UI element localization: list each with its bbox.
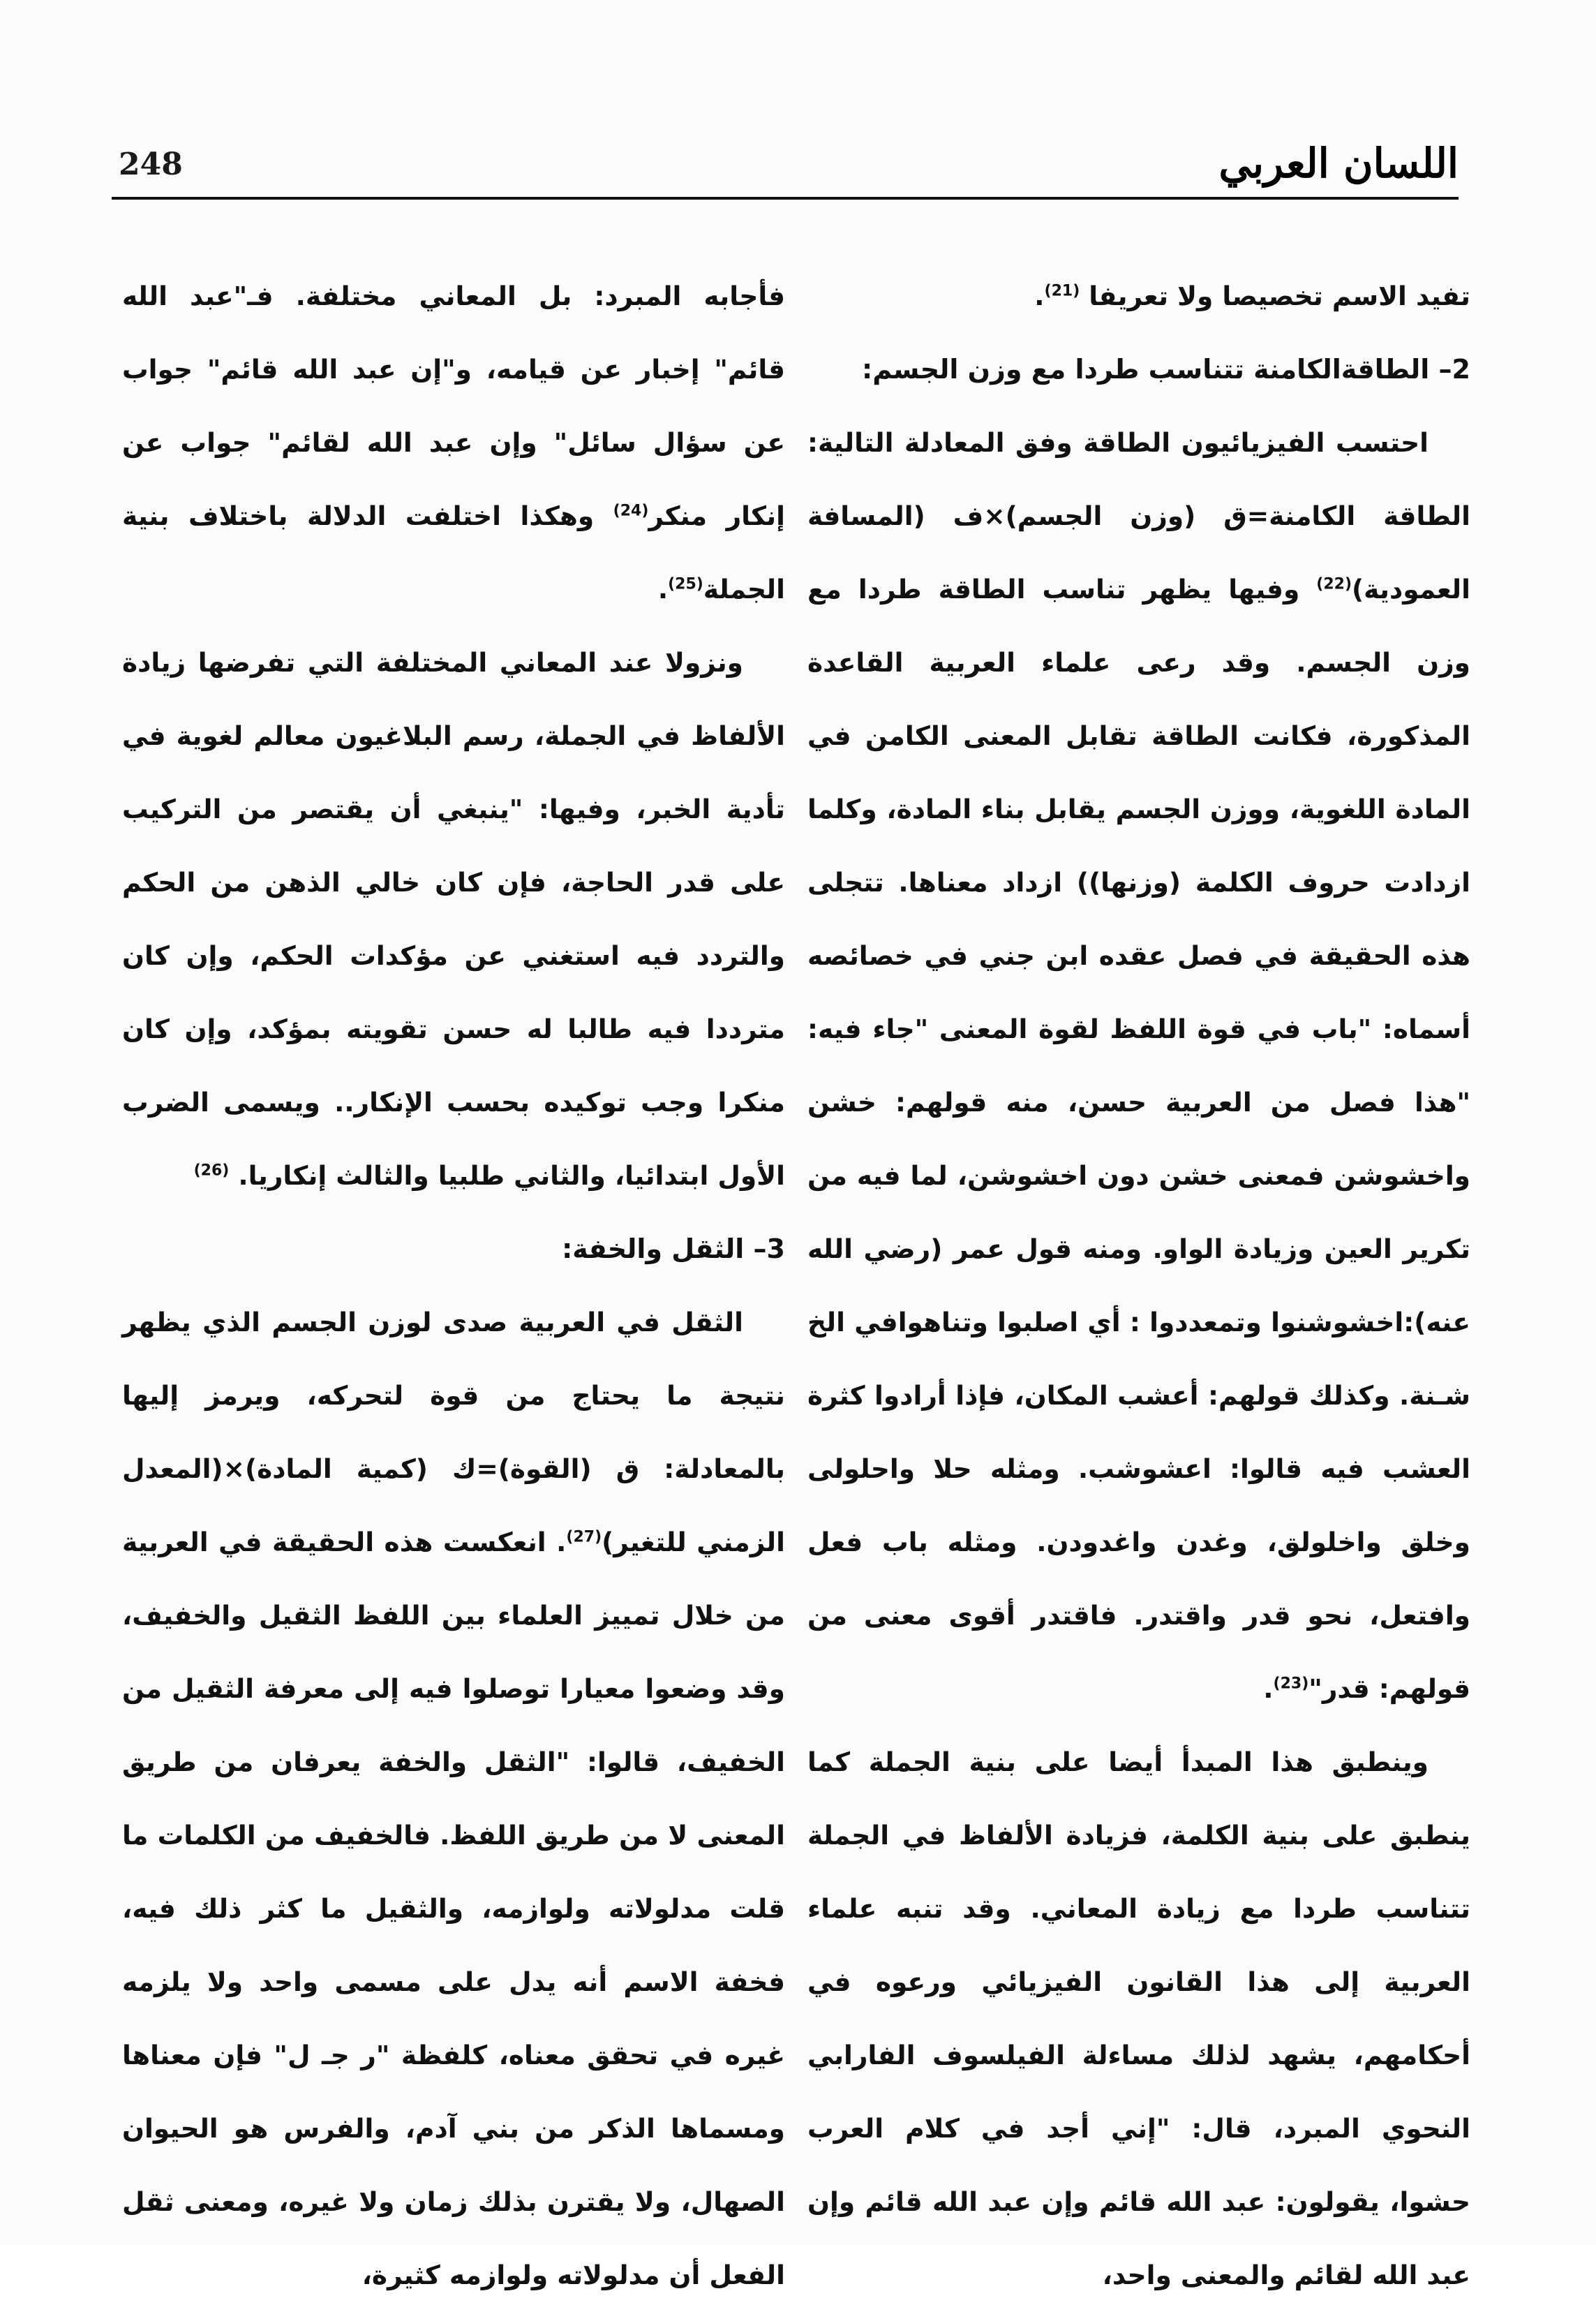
text-run: . انعكست هذه الحقيقة في العربية من خلال تمييز العلماء بين اللفظ الثقيل والخفيف، وقد وضعوا معيارا توصلوا فيه إلى معرفة الثقيل من الخفيف، قالوا: "الثقل والخفة يعرفان من طريق المعنى لا من طريق اللفظ. فالخفيف من الكلمات ما قلت مدلولاته ولوازمه، والثقيل ما كثر ذلك فيه، فخفة الاسم أنه يدل على مسمى واحد ولا يلزمه غيره في تحقق معناه، كلفظة "ر جـ ل" فإن معناها ومسماها الذكر من بني آدم، والفرس هو الحيوان الصهال، ولا يقترن بذلك زمان ولا غيره، ومعنى ثقل الفعل أن مدلولاته ولوازمه كثيرة، [122, 1527, 785, 2290]
footnote-marker: (27) [566, 1528, 602, 1546]
running-header [112, 140, 1459, 202]
text-run: تفيد الاسم تخصيصا ولا تعريفا [1080, 281, 1470, 311]
footnote-marker: (21) [1044, 282, 1080, 300]
section-heading: 2– الطاقةالكامنة تتناسب طردا مع وزن الجسم: [862, 354, 1470, 385]
paragraph [807, 260, 1470, 333]
page-number: 248 [119, 147, 183, 182]
text-run: . [1263, 1673, 1274, 1704]
footnote-marker: (23) [1273, 1675, 1309, 1693]
footnote-marker: (25) [668, 575, 703, 593]
text-run: وهكذا اختلفت الدلالة باختلاف بنية الجملة [122, 501, 785, 605]
text-run: وفيها يظهر تناسب الطاقة طردا مع وزن الجسم. وقد رعى علماء العربية القاعدة المذكورة، فكانت الطاقة تقابل المعنى الكامن في المادة اللغوية، ووزن الجسم يقابل بناء المادة، وكلما ازدادت حروف الكلمة (وزنها)) ازداد معناها. تتجلى هذه الحقيقة في فصل عقده ابن جني في خصائصه أسماه: "باب في قوة اللفظ لقوة المعنى "جاء فيه: "هذا فصل من العربية حسن، منه قولهم: خشن واخشوشن فمعنى خشن دون اخشوشن، لما فيه من تكرير العين وزيادة الواو. ومنه قول عمر (رضي الله عنه):اخشوشنوا وتمعددوا : أي اصلبوا وتناهوافي الخ شـنة. وكذلك قولهم: أعشب المكان، فإذا أرادوا كثرة العشب فيه قالوا: اعشوشب. ومثله حلا واحلولى وخلق واخلولق، وغدن واغدودن. ومثله باب فعل وافتعل، نحو قدر واقتدر. فاقتدر أقوى معنى من قولهم: قدر" [807, 574, 1470, 1704]
text-run: فأجابه المبرد: بل المعاني مختلفة. فـ"عبد الله قائم" إخبار عن قيامه، و"إن عبد الله قائم" جواب عن سؤال سائل" وإن عبد الله لقائم" جواب عن إنكار منكر [122, 281, 785, 531]
journal-logo: اللسان العربي [1218, 140, 1459, 187]
paragraph [122, 626, 785, 1213]
text-run: الثقل في العربية صدى لوزن الجسم الذي يظهر نتيجة ما يحتاج من قوة لتحركه، ويرمز إليها بالمعادلة: ق (القوة)=ك (كمية المادة)×(المعدل الزمني للتغير) [122, 1307, 785, 1557]
paragraph [122, 260, 785, 626]
paragraph [122, 1286, 785, 2312]
left-column [122, 260, 785, 2290]
footnote-marker: (24) [613, 502, 649, 520]
section-heading: 3– الثقل والخفة: [562, 1233, 785, 1264]
text-run: ونزولا عند المعاني المختلفة التي تفرضها زيادة الألفاظ في الجملة، رسم البلاغيون معالم لغوية في تأدية الخبر، وفيها: "ينبغي أن يقتصر من التركيب على قدر الحاجة، فإن كان خالي الذهن من الحكم والتردد فيه استغني عن مؤكدات الحكم، وإن كان مترددا فيه طالبا له حسن تقويته بمؤكد، وإن كان منكرا وجب توكيده بحسب الإنكار.. ويسمى الضرب الأول ابتدائيا، والثاني طلبيا والثالث إنكاريا. [122, 647, 785, 1191]
paragraph [807, 1726, 1470, 2312]
right-column [807, 260, 1470, 2290]
paragraph [807, 406, 1470, 1726]
text-run: وينطبق هذا المبدأ أيضا على بنية الجملة كما ينطبق على بنية الكلمة، فزيادة الألفاظ في الجملة تتناسب طردا مع زيادة المعاني. وقد تنبه علماء العربية إلى هذا القانون الفيزيائي ورعوه في أحكامهم، يشهد لذلك مساءلة الفيلسوف الفارابي النحوي المبرد، قال: "إني أجد في كلام العرب حشوا، يقولون: عبد الله قائم وإن عبد الله قائم وإن عبد الله لقائم والمعنى واحد، [807, 1747, 1470, 2290]
header-rule [112, 197, 1459, 200]
text-run: . [657, 574, 669, 605]
text-run: احتسب الفيزيائيون الطاقة وفق المعادلة التالية: الطاقة الكامنة=ق (وزن الجسم)×ف (المسافة العمودية) [807, 427, 1470, 605]
footnote-marker: (26) [193, 1162, 230, 1180]
text-run: . [1034, 281, 1045, 311]
footnote-marker: (22) [1316, 575, 1352, 593]
